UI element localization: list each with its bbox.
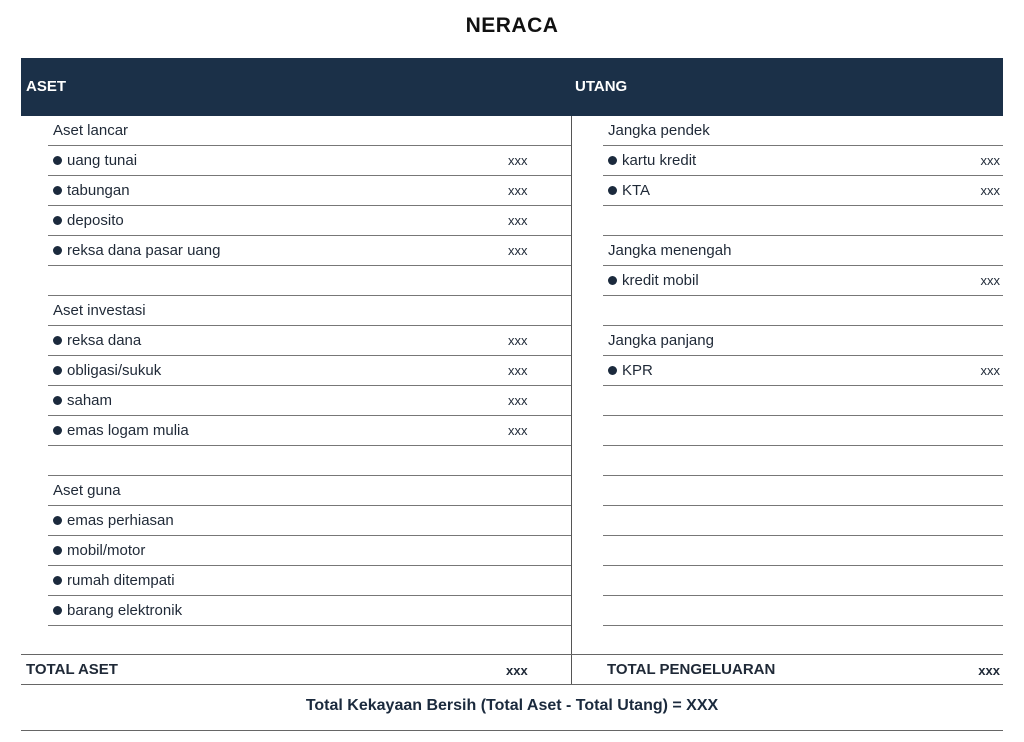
row-label	[48, 242, 220, 259]
section-heading-row	[48, 116, 571, 146]
row-value: xxx	[980, 153, 1000, 168]
row-label	[48, 122, 128, 139]
row-label	[48, 512, 174, 529]
row-label-text: barang elektronik	[67, 602, 183, 619]
bullet-icon	[608, 186, 617, 195]
row-label-text: reksa dana pasar uang	[67, 242, 221, 259]
row-label	[48, 482, 121, 499]
bullet-icon	[608, 366, 617, 375]
header-utang: UTANG	[575, 78, 628, 95]
row-label-text: emas logam mulia	[67, 422, 189, 439]
row-label-text: deposito	[67, 212, 124, 229]
row-label	[603, 152, 696, 169]
blank-row	[603, 386, 1003, 416]
aset-column	[48, 116, 571, 626]
blank-row	[48, 446, 571, 476]
bullet-icon	[53, 396, 62, 405]
row-label	[603, 362, 653, 379]
row-label	[48, 572, 175, 589]
blank-row	[603, 416, 1003, 446]
row-value: xxx	[508, 213, 528, 228]
row-value: xxx	[508, 183, 528, 198]
table-row	[48, 176, 571, 206]
utang-column	[603, 116, 1003, 626]
row-label-text: kartu kredit	[622, 152, 697, 169]
table-row	[48, 416, 571, 446]
table-header	[21, 58, 1003, 116]
total-pengeluaran-value: xxx	[978, 663, 1000, 678]
row-label-text: reksa dana	[67, 332, 142, 349]
column-divider	[571, 116, 572, 684]
table-row	[48, 146, 571, 176]
row-label	[48, 392, 112, 409]
blank-row	[603, 506, 1003, 536]
row-value: xxx	[980, 183, 1000, 198]
bullet-icon	[53, 156, 62, 165]
row-label-text: emas perhiasan	[67, 512, 174, 529]
row-value: xxx	[508, 363, 528, 378]
table-row	[603, 176, 1003, 206]
bullet-icon	[53, 546, 62, 555]
section-heading-row	[48, 476, 571, 506]
row-label	[603, 272, 699, 289]
row-label-text: Jangka panjang	[608, 332, 714, 349]
divider	[21, 684, 1003, 685]
row-label-text: Aset lancar	[53, 122, 129, 139]
row-value: xxx	[980, 363, 1000, 378]
row-label	[48, 362, 161, 379]
row-value: xxx	[980, 273, 1000, 288]
header-aset: ASET	[26, 78, 67, 95]
table-row	[603, 266, 1003, 296]
divider	[21, 654, 1003, 655]
row-label	[48, 602, 182, 619]
row-label-text: Aset guna	[53, 482, 121, 499]
table-row	[603, 356, 1003, 386]
net-worth-summary: Total Kekayaan Bersih (Total Aset - Total Utang) = XXX	[305, 697, 719, 714]
row-value: xxx	[508, 243, 528, 258]
row-label	[48, 332, 141, 349]
section-heading-row	[603, 326, 1003, 356]
row-label-text: Jangka pendek	[608, 122, 710, 139]
bullet-icon	[53, 516, 62, 525]
section-heading-row	[603, 116, 1003, 146]
row-label-text: mobil/motor	[67, 542, 146, 559]
bullet-icon	[53, 606, 62, 615]
total-aset-label: TOTAL ASET	[26, 661, 118, 678]
blank-row	[603, 206, 1003, 236]
table-row	[48, 206, 571, 236]
bullet-icon	[53, 186, 62, 195]
row-label	[603, 332, 714, 349]
row-label-text: Jangka menengah	[608, 242, 732, 259]
page-title: NERACA	[465, 14, 559, 37]
section-heading-row	[48, 296, 571, 326]
table-row	[48, 386, 571, 416]
table-row	[48, 566, 571, 596]
total-aset-value: xxx	[506, 663, 528, 678]
table-row	[48, 236, 571, 266]
row-label	[48, 212, 124, 229]
bullet-icon	[53, 246, 62, 255]
row-label-text: tabungan	[67, 182, 130, 199]
row-label-text: Aset investasi	[53, 302, 146, 319]
row-label	[48, 302, 146, 319]
row-label	[603, 122, 710, 139]
blank-row	[603, 566, 1003, 596]
row-label-text: rumah ditempati	[67, 572, 175, 589]
table-row	[48, 506, 571, 536]
bullet-icon	[53, 426, 62, 435]
row-value: xxx	[508, 153, 528, 168]
row-label-text: obligasi/sukuk	[67, 362, 162, 379]
table-row	[48, 596, 571, 626]
blank-row	[603, 536, 1003, 566]
row-label-text: KTA	[622, 182, 651, 199]
row-label	[603, 182, 650, 199]
bullet-icon	[53, 216, 62, 225]
bullet-icon	[608, 156, 617, 165]
blank-row	[603, 476, 1003, 506]
row-label	[48, 152, 137, 169]
row-label	[48, 422, 189, 439]
row-label-text: saham	[67, 392, 113, 409]
blank-row	[48, 266, 571, 296]
row-value: xxx	[508, 423, 528, 438]
row-label	[48, 542, 145, 559]
bullet-icon	[608, 276, 617, 285]
row-label-text: KPR	[622, 362, 653, 379]
row-value: xxx	[508, 333, 528, 348]
section-heading-row	[603, 236, 1003, 266]
row-value: xxx	[508, 393, 528, 408]
total-pengeluaran-label: TOTAL PENGELUARAN	[607, 661, 776, 678]
table-row	[48, 326, 571, 356]
row-label-text: kredit mobil	[622, 272, 699, 289]
bullet-icon	[53, 576, 62, 585]
blank-row	[603, 446, 1003, 476]
bullet-icon	[53, 336, 62, 345]
table-row	[48, 356, 571, 386]
divider	[21, 730, 1003, 731]
row-label-text: uang tunai	[67, 152, 138, 169]
row-label	[603, 242, 731, 259]
blank-row	[603, 596, 1003, 626]
row-label	[48, 182, 130, 199]
blank-row	[603, 296, 1003, 326]
bullet-icon	[53, 366, 62, 375]
table-row	[48, 536, 571, 566]
table-row	[603, 146, 1003, 176]
